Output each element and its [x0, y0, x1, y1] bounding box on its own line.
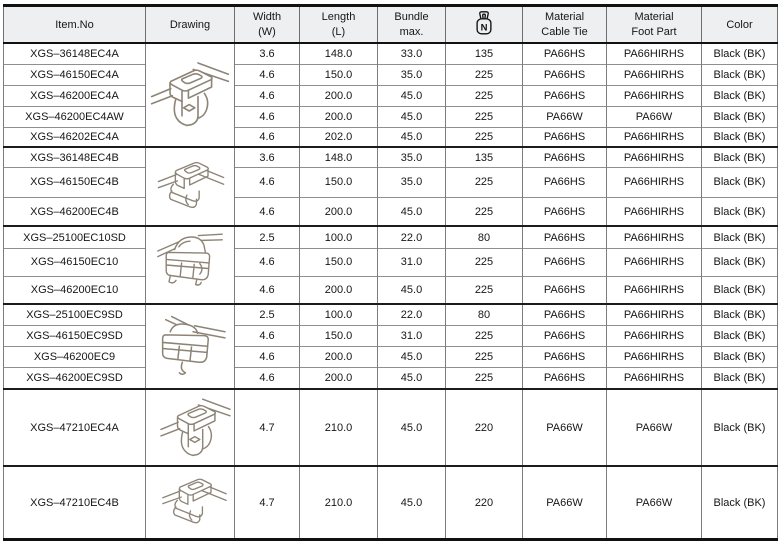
- cell-length: 150.0: [300, 167, 378, 197]
- cell-item-no: XGS–46200EC4AW: [4, 106, 146, 127]
- table-row: [4, 127, 778, 147]
- cell-material-cable-tie: PA66HS: [523, 167, 607, 197]
- cell-color: Black (BK): [702, 147, 778, 167]
- cell-width: 4.6: [235, 106, 300, 127]
- table-row: [4, 466, 778, 539]
- cell-width: 4.6: [235, 248, 300, 276]
- cell-material-cable-tie: PA66HS: [523, 85, 607, 106]
- cell-item-no: XGS–46202EC4A: [4, 127, 146, 147]
- col-header-width: [235, 6, 300, 44]
- cell-material-cable-tie: PA66HS: [523, 325, 607, 346]
- cell-material-foot-part: PA66HIRHS: [607, 85, 702, 106]
- cell-item-no: XGS–25100EC9SD: [4, 304, 146, 325]
- table-row: [4, 64, 778, 85]
- cell-length: 210.0: [300, 466, 378, 539]
- cell-material-foot-part: PA66HIRHS: [607, 197, 702, 226]
- cell-width: 4.6: [235, 367, 300, 389]
- cell-item-no: XGS–46200EC4A: [4, 85, 146, 106]
- cell-color: Black (BK): [702, 167, 778, 197]
- cell-newton: 135: [446, 147, 523, 167]
- cell-material-foot-part: PA66HIRHS: [607, 276, 702, 304]
- cell-width: 4.6: [235, 64, 300, 85]
- cell-bundle-max: 22.0: [378, 226, 446, 248]
- table-row: [4, 106, 778, 127]
- cell-color: Black (BK): [702, 43, 778, 64]
- cell-width: 4.6: [235, 85, 300, 106]
- col-header-material-cable-tie: [523, 6, 607, 44]
- cell-newton: 220: [446, 389, 523, 466]
- table-row: [4, 197, 778, 226]
- cell-width: 3.6: [235, 147, 300, 167]
- cell-drawing: [146, 466, 235, 539]
- cell-material-foot-part: PA66HIRHS: [607, 304, 702, 325]
- cell-drawing: [146, 389, 235, 466]
- cell-material-cable-tie: PA66HS: [523, 147, 607, 167]
- weight-newton-icon: [473, 8, 495, 37]
- cell-item-no: XGS–46200EC10: [4, 276, 146, 304]
- edge-clip-cable-tie-ec4b-large-drawing: [148, 470, 235, 536]
- cell-material-foot-part: PA66W: [607, 466, 702, 539]
- cell-color: Black (BK): [702, 346, 778, 367]
- cell-item-no: XGS–25100EC10SD: [4, 226, 146, 248]
- cell-length: 100.0: [300, 226, 378, 248]
- edge-clip-cable-tie-ec10-drawing: [149, 230, 231, 300]
- header-label: Material: [634, 11, 674, 24]
- cell-length: 100.0: [300, 304, 378, 325]
- header-label: Length: [321, 11, 356, 24]
- header-label: Material: [544, 11, 585, 24]
- cell-width: 4.7: [235, 466, 300, 539]
- cell-material-foot-part: PA66HIRHS: [607, 127, 702, 147]
- cell-item-no: XGS–46200EC9: [4, 346, 146, 367]
- header-row: [4, 6, 778, 44]
- cell-bundle-max: 33.0: [378, 43, 446, 64]
- col-header-item-no: [4, 6, 146, 44]
- edge-clip-cable-tie-ec9-drawing: [149, 309, 231, 385]
- cell-bundle-max: 31.0: [378, 248, 446, 276]
- table-row: [4, 304, 778, 325]
- table-row: [4, 346, 778, 367]
- cell-material-cable-tie: PA66W: [523, 106, 607, 127]
- cell-material-foot-part: PA66HIRHS: [607, 346, 702, 367]
- cell-bundle-max: 31.0: [378, 325, 446, 346]
- cell-newton: 225: [446, 85, 523, 106]
- cell-width: 4.6: [235, 276, 300, 304]
- cell-newton: 135: [446, 43, 523, 64]
- cell-material-cable-tie: PA66W: [523, 466, 607, 539]
- cell-bundle-max: 45.0: [378, 127, 446, 147]
- header-label: Item.No: [55, 18, 94, 31]
- cell-newton: 80: [446, 304, 523, 325]
- cell-item-no: XGS–46200EC4B: [4, 197, 146, 226]
- cell-material-foot-part: PA66HIRHS: [607, 226, 702, 248]
- product-spec-table: [3, 4, 778, 541]
- cell-newton: 225: [446, 127, 523, 147]
- cell-bundle-max: 45.0: [378, 197, 446, 226]
- cell-newton: 225: [446, 106, 523, 127]
- cell-width: 2.5: [235, 226, 300, 248]
- header-sublabel: max.: [399, 25, 424, 38]
- newton-letter: N: [480, 22, 488, 34]
- edge-clip-cable-tie-ec4a-large-drawing: [148, 392, 235, 464]
- cell-item-no: XGS–36148EC4B: [4, 147, 146, 167]
- cell-width: 4.7: [235, 389, 300, 466]
- cell-item-no: XGS–46150EC4B: [4, 167, 146, 197]
- header-label: Bundle: [394, 11, 429, 24]
- cell-length: 200.0: [300, 106, 378, 127]
- cell-newton: 225: [446, 64, 523, 85]
- cell-bundle-max: 45.0: [378, 367, 446, 389]
- col-header-drawing: [146, 6, 235, 44]
- cell-material-cable-tie: PA66HS: [523, 248, 607, 276]
- cell-material-foot-part: PA66HIRHS: [607, 147, 702, 167]
- cell-bundle-max: 45.0: [378, 276, 446, 304]
- cell-color: Black (BK): [702, 226, 778, 248]
- cell-color: Black (BK): [702, 85, 778, 106]
- cell-color: Black (BK): [702, 106, 778, 127]
- cell-item-no: XGS–47210EC4B: [4, 466, 146, 539]
- cell-newton: 225: [446, 248, 523, 276]
- cell-material-foot-part: PA66HIRHS: [607, 367, 702, 389]
- cell-color: Black (BK): [702, 276, 778, 304]
- cell-length: 150.0: [300, 325, 378, 346]
- cell-drawing: [146, 147, 235, 226]
- col-header-material-foot-part: [607, 6, 702, 44]
- cell-newton: 225: [446, 367, 523, 389]
- cell-newton: 225: [446, 346, 523, 367]
- header-sublabel: Foot Part: [631, 25, 677, 38]
- cell-material-cable-tie: PA66HS: [523, 127, 607, 147]
- table-row: [4, 389, 778, 466]
- cell-length: 200.0: [300, 276, 378, 304]
- cell-drawing: [146, 226, 235, 304]
- cell-material-cable-tie: PA66HS: [523, 346, 607, 367]
- cell-bundle-max: 45.0: [378, 466, 446, 539]
- header-sublabel: (W): [258, 25, 276, 38]
- header-label: Width: [252, 11, 282, 24]
- cell-color: Black (BK): [702, 325, 778, 346]
- cell-item-no: XGS–46150EC10: [4, 248, 146, 276]
- header-label: Color: [726, 18, 753, 31]
- cell-color: Black (BK): [702, 367, 778, 389]
- cell-length: 200.0: [300, 346, 378, 367]
- header-sublabel: Cable Tie: [541, 25, 588, 38]
- table-row: [4, 226, 778, 248]
- cell-material-cable-tie: PA66HS: [523, 367, 607, 389]
- cell-width: 4.6: [235, 346, 300, 367]
- cell-bundle-max: 35.0: [378, 64, 446, 85]
- cell-length: 202.0: [300, 127, 378, 147]
- col-header-bundle-max: [378, 6, 446, 44]
- col-header-length: [300, 6, 378, 44]
- cell-newton: 225: [446, 276, 523, 304]
- cell-bundle-max: 45.0: [378, 106, 446, 127]
- table-row: [4, 43, 778, 64]
- cell-newton: 80: [446, 226, 523, 248]
- table-row: [4, 147, 778, 167]
- table-row: [4, 325, 778, 346]
- cell-length: 200.0: [300, 85, 378, 106]
- header-sublabel: (L): [331, 25, 346, 38]
- table-row: [4, 167, 778, 197]
- cell-item-no: XGS–46150EC9SD: [4, 325, 146, 346]
- table-row: [4, 248, 778, 276]
- cell-material-foot-part: PA66HIRHS: [607, 248, 702, 276]
- edge-clip-cable-tie-ec4b-drawing: [148, 153, 234, 221]
- cell-color: Black (BK): [702, 466, 778, 539]
- cell-length: 210.0: [300, 389, 378, 466]
- cell-newton: 220: [446, 466, 523, 539]
- cell-item-no: XGS–46200EC9SD: [4, 367, 146, 389]
- cell-item-no: XGS–47210EC4A: [4, 389, 146, 466]
- cell-newton: 225: [446, 325, 523, 346]
- cell-bundle-max: 35.0: [378, 147, 446, 167]
- cell-color: Black (BK): [702, 197, 778, 226]
- cell-material-foot-part: PA66W: [607, 106, 702, 127]
- cell-material-foot-part: PA66W: [607, 389, 702, 466]
- cell-material-cable-tie: PA66HS: [523, 276, 607, 304]
- cell-material-cable-tie: PA66W: [523, 389, 607, 466]
- cell-length: 200.0: [300, 367, 378, 389]
- cell-material-foot-part: PA66HIRHS: [607, 64, 702, 85]
- cell-color: Black (BK): [702, 248, 778, 276]
- cell-material-foot-part: PA66HIRHS: [607, 43, 702, 64]
- cell-material-cable-tie: PA66HS: [523, 43, 607, 64]
- cell-width: 4.6: [235, 197, 300, 226]
- cell-color: Black (BK): [702, 127, 778, 147]
- cell-material-cable-tie: PA66HS: [523, 64, 607, 85]
- cell-drawing: [146, 43, 235, 147]
- table-row: [4, 85, 778, 106]
- cell-width: 4.6: [235, 325, 300, 346]
- edge-clip-cable-tie-ec4a-drawing: [150, 47, 230, 143]
- cell-color: Black (BK): [702, 304, 778, 325]
- cell-material-foot-part: PA66HIRHS: [607, 325, 702, 346]
- header-label: Drawing: [169, 18, 211, 31]
- cell-material-foot-part: PA66HIRHS: [607, 167, 702, 197]
- cell-bundle-max: 45.0: [378, 346, 446, 367]
- cell-material-cable-tie: PA66HS: [523, 226, 607, 248]
- cell-bundle-max: 45.0: [378, 389, 446, 466]
- cell-color: Black (BK): [702, 389, 778, 466]
- cell-width: 2.5: [235, 304, 300, 325]
- cell-bundle-max: 45.0: [378, 85, 446, 106]
- cell-material-cable-tie: PA66HS: [523, 197, 607, 226]
- cell-length: 148.0: [300, 147, 378, 167]
- cell-length: 150.0: [300, 64, 378, 85]
- cell-width: 4.6: [235, 167, 300, 197]
- table-row: [4, 367, 778, 389]
- cell-newton: 225: [446, 167, 523, 197]
- cell-bundle-max: 35.0: [378, 167, 446, 197]
- table-row: [4, 276, 778, 304]
- cell-item-no: XGS–46150EC4A: [4, 64, 146, 85]
- cell-length: 148.0: [300, 43, 378, 64]
- cell-color: Black (BK): [702, 64, 778, 85]
- col-header-newton: [446, 6, 523, 44]
- cell-item-no: XGS–36148EC4A: [4, 43, 146, 64]
- cell-drawing: [146, 304, 235, 389]
- cell-length: 150.0: [300, 248, 378, 276]
- cell-material-cable-tie: PA66HS: [523, 304, 607, 325]
- cell-width: 4.6: [235, 127, 300, 147]
- cell-bundle-max: 22.0: [378, 304, 446, 325]
- col-header-color: [702, 6, 778, 44]
- cell-newton: 225: [446, 197, 523, 226]
- cell-width: 3.6: [235, 43, 300, 64]
- cell-length: 200.0: [300, 197, 378, 226]
